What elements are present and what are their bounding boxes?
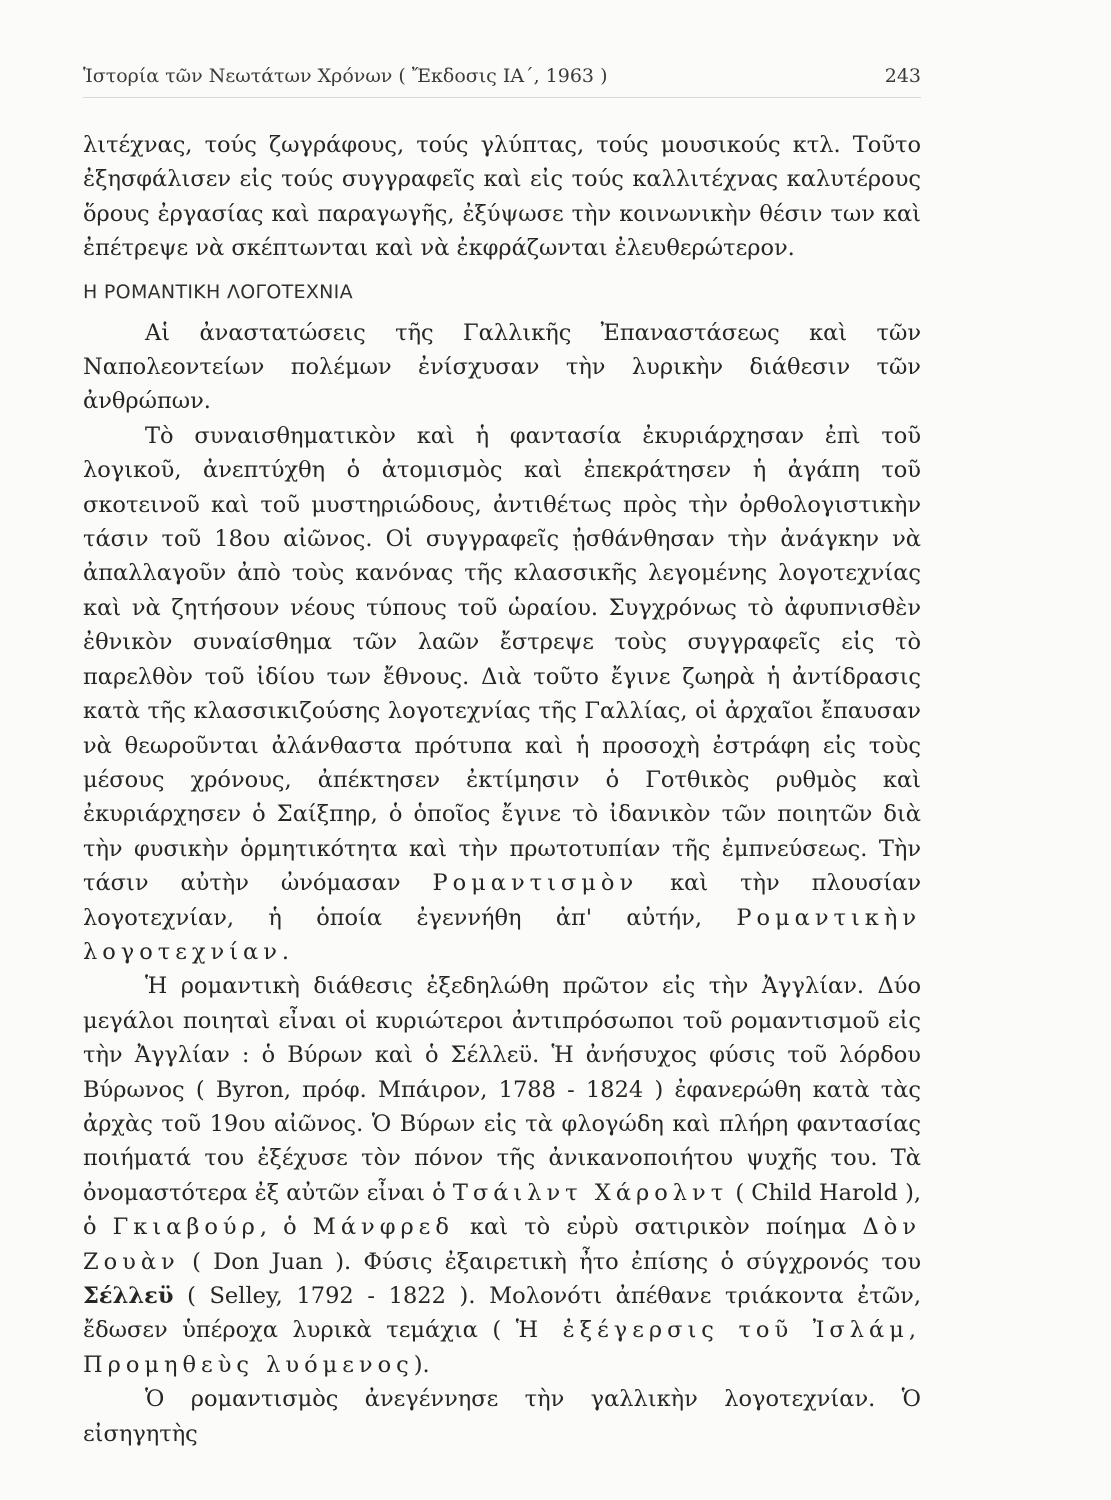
spaced-term: Ρομαντισμὸν (432, 870, 639, 897)
paragraph-england (83, 969, 921, 1382)
page-body (83, 128, 921, 1451)
text-span: ( Child Harold ), ὁ (83, 1179, 921, 1241)
text-span: ). (413, 1351, 430, 1378)
spaced-term: Ρομαντικὴν λογοτεχνίαν. (83, 904, 921, 965)
section-heading: Η ΡΟΜΑΝΤΙΚΗ ΛΟΓΟΤΕΧΝΙΑ (83, 280, 353, 303)
work-title: Μάνφρεδ (312, 1214, 454, 1241)
paragraph-france: Ὁ ρομαντισμὸς ἀνεγέννησε τὴν γαλλικὴν λογοτεχνίαν. Ὁ εἰσηγητὴς (83, 1386, 921, 1447)
page-number: 243 (884, 65, 921, 87)
bold-name: Σέλλεϋ (83, 1283, 174, 1309)
paragraph-romanticism (83, 419, 921, 970)
running-header (83, 65, 921, 98)
text-span: καὶ τὸ εὐρὺ σατιρικὸν ποίημα (470, 1214, 847, 1241)
text-span: Ἡ ρομαντικὴ διάθεσις ἐξεδηλώθη πρῶτον εἰς τὴν Ἀγγλίαν. Δύο μεγάλοι ποιηταὶ εἶναι οἱ κυριώτεροι ἀντιπρόσωποι τοῦ ρομαντισμοῦ εἰς τὴν Ἀγγλίαν : ὁ Βύρων καὶ ὁ Σέλλεϋ. Ἡ ἀνήσυχος φύσις τοῦ λόρδου Βύρωνος ( Byron, πρόφ. Μπάιρον, 1788 - 1824 ) ἐφανερώθη κατὰ τὰς ἀρχὰς τοῦ 19ου αἰῶνος. Ὁ Βύρων εἰς τὰ φλογώδη καὶ πλήρη φαντασίας ποιήματά του ἐξέχυσε τὸν πόνον τῆς ἀνικανοποιήτου ψυχῆς του. Τὰ ὀνομαστότερα ἐξ αὐτῶν εἶναι ὁ (83, 973, 921, 1206)
paragraph-intro: Αἱ ἀναστατώσεις τῆς Γαλλικῆς Ἐπαναστάσεως καὶ τῶν Ναπολεοντείων πολέμων ἐνίσχυσαν τὴν λυρικὴν διάθεσιν τῶν ἀνθρώπων. (83, 319, 921, 415)
text-span: Τὸ συναισθηματικὸν καὶ ἡ φαντασία ἐκυριάρχησαν ἐπὶ τοῦ λογικοῦ, ἀνεπτύχθη ὁ ἀτομισμὸς καὶ ἐπεκράτησεν ἡ ἀγάπη τοῦ σκοτεινοῦ καὶ τοῦ μυστηριώδους, ἀντιθέτως πρὸς τὴν ὀρθολογιστικὴν τάσιν τοῦ 18ου αἰῶνος. Οἱ συγγραφεῖς ᾐσθάνθησαν τὴν ἀνάγκην νὰ ἀπαλλαγοῦν ἀπὸ τοὺς κανόνας τῆς κλασσικῆς λεγομένης λογοτεχνίας καὶ νὰ ζητήσουν νέους τύπους τοῦ ὡραίου. Συγχρόνως τὸ ἀφυπνισθὲν ἐθνικὸν συναίσθημα τῶν λαῶν ἔστρεψε τοὺς συγγραφεῖς εἰς τὸ παρελθὸν τοῦ ἰδίου των ἔθνους. Διὰ τοῦτο ἔγινε ζωηρὰ ἡ ἀντίδρασις κατὰ τῆς κλασσικιζούσης λογοτεχνίας τῆς Γαλλίας, οἱ ἀρχαῖοι ἔπαυσαν νὰ θεωροῦνται ἀλάνθαστα πρότυπα καὶ ἡ προσοχὴ ἐστράφη εἰς τοὺς μέσους χρόνους, ἀπέκτησεν ἐκτίμησιν ὁ Γοτθικὸς ρυθμὸς καὶ ἐκυριάρχησεν ὁ Σαίξπηρ, ὁ ὁποῖος ἔγινε τὸ ἰδανικὸν τῶν ποιητῶν διὰ τὴν φυσικὴν ὁρμητικότητα καὶ τὴν πρωτοτυπίαν τῆς ἐμπνεύσεως. Τὴν τάσιν αὐτὴν ὠνόμασαν (83, 422, 921, 897)
work-title: Δὸν Ζουὰν (83, 1214, 922, 1275)
work-title: Ἡ ἐξέγερσις τοῦ Ἰσλάμ, Προμηθεὺς λυόμενος (83, 1317, 921, 1378)
work-title: Τσάιλντ Χάρολντ (452, 1179, 729, 1206)
text-span: ( Selley, 1792 - 1822 ). Μολονότι ἀπέθανε τριάκοντα ἐτῶν, ἔδωσεν ὑπέροχα λυρικὰ τεμάχια ( (83, 1283, 921, 1344)
text-span: , ὁ (259, 1214, 297, 1241)
work-title: Γκιαβούρ (112, 1214, 260, 1241)
paragraph-continuation: λιτέχνας, τούς ζωγράφους, τούς γλύπτας, τούς μουσικούς κτλ. Τοῦτο ἐξησφάλισεν εἰς τούς συγγραφεῖς καὶ εἰς τούς καλλιτέχνας καλυτέρους ὅρους ἐργασίας καὶ παραγωγῆς, ἐξύψωσε τὴν κοινωνικὴν θέσιν των καὶ ἐπέτρεψε νὰ σκέπτωνται καὶ νὰ ἐκφράζωνται ἐλευθερώτερον. (83, 132, 921, 262)
text-span: ( Don Juan ). Φύσις ἐξαιρετικὴ ἦτο ἐπίσης ὁ σύγχρονός του (192, 1248, 922, 1275)
text-span: καὶ τὴν πλουσίαν λογοτεχνίαν, ἡ ὁποία ἐγεννήθη ἀπ' αὐτήν, (83, 870, 921, 931)
header-title: Ἱστορία τῶν Νεωτάτων Χρόνων ( Ἔκδοσις ΙΑ΄, 1963 ) (83, 65, 608, 87)
